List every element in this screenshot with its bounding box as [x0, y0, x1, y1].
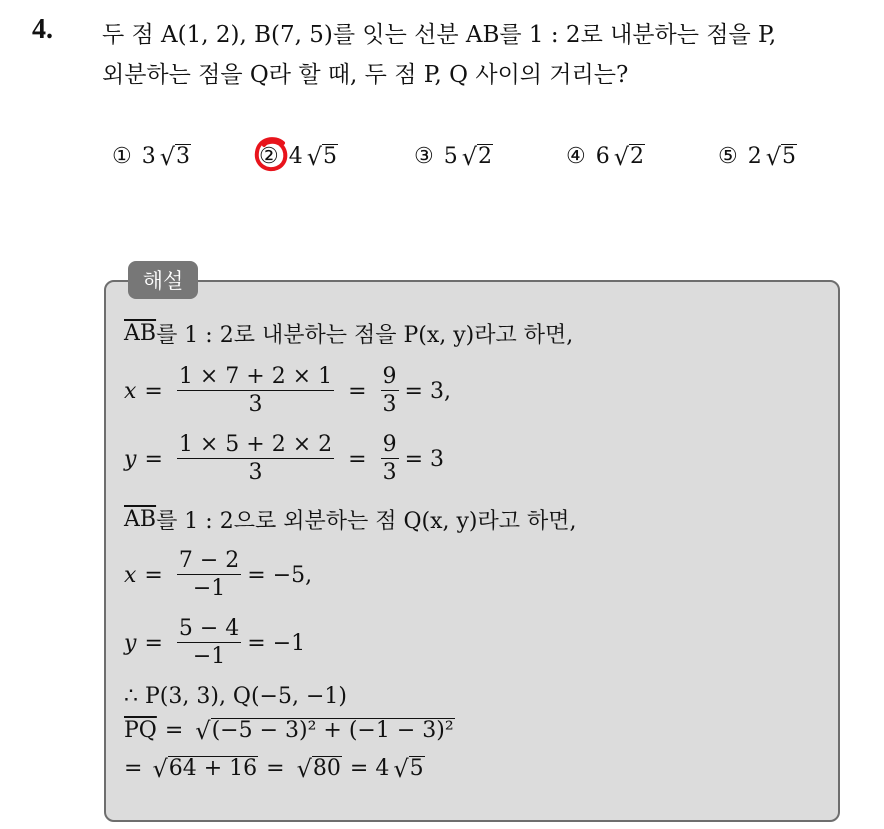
denominator: −1 [177, 642, 241, 671]
question-number: 4. [32, 14, 53, 45]
radicand: 2 [478, 144, 493, 170]
choice-coefficient: 3 [141, 144, 156, 169]
radicand: 5 [323, 144, 338, 170]
numerator: 5 − 4 [178, 616, 240, 641]
numerator: 7 − 2 [178, 548, 240, 573]
variable-x: x [124, 378, 137, 404]
radicand: 64 + 16 [168, 756, 258, 782]
choice-number: ④ [566, 144, 586, 169]
denominator: 3 [177, 458, 334, 487]
solution-line-points [124, 684, 347, 709]
sqrt-expression: √ (−5 − 3)² + (−1 − 3)² [195, 716, 454, 745]
result: = 3, [404, 378, 451, 404]
choice-number: ③ [414, 144, 434, 169]
question-text-line2: 외분하는 점을 Q라 할 때, 두 점 P, Q 사이의 거리는? [102, 62, 629, 88]
solution-text: 를 1 : 2로 내분하는 점을 P(x, y)라고 하면, [156, 323, 574, 348]
choice-number: ⑤ [718, 144, 738, 169]
solution-line-y-internal: y = $\frac{1 \times 5 + 2 \times 2}{3}$ = $\frac{9}{3}$ = 3 [124, 432, 444, 486]
solution-line-x-external: x = $\frac{7 - 2}{-1}$ = −5, [124, 548, 313, 602]
sqrt-expression: √ 5 [393, 754, 424, 783]
selected-answer-circle-mark [253, 135, 290, 175]
radicand: 80 [312, 756, 341, 782]
choice-1[interactable] [112, 144, 191, 169]
denominator: −1 [177, 574, 241, 603]
solution-line-external-division [124, 504, 576, 535]
sqrt-expression: √ 5 [765, 142, 797, 171]
variable-x: x [124, 562, 137, 588]
solution-text: 를 1 : 2으로 외분하는 점 Q(x, y)라고 하면, [156, 509, 577, 534]
choice-5[interactable] [718, 144, 797, 169]
question-text-line1: 두 점 A(1, 2), B(7, 5)를 잇는 선분 AB를 1 : 2로 내분하는 점을 P, [102, 22, 777, 48]
sqrt-expression: √ 3 [159, 142, 191, 171]
radicand: 3 [176, 144, 191, 170]
solution-line-distance: $\overline{PQ}$ = √ (−5 − 3)² + (−1 − 3)² [124, 716, 454, 745]
solution-line-x-internal: x = $\frac{1 \times 7 + 2 \times 1}{3}$ = $\frac{9}{3}$ = 3, [124, 364, 451, 418]
segment-ab: $\overline{AB}$ [124, 507, 157, 532]
denominator: 3 [382, 392, 397, 418]
sqrt-expression: √ 64 + 16 [152, 754, 258, 783]
variable-y: y [124, 630, 137, 656]
result: = −1 [247, 630, 306, 656]
choice-coefficient: 6 [595, 144, 610, 169]
solution-line-final: = √ 64 + 16 = √ 80 = 4 √ 5 [124, 754, 424, 783]
result: = 3 [404, 446, 444, 472]
result: = −5, [247, 562, 313, 588]
denominator: 3 [382, 460, 397, 486]
fraction [177, 432, 334, 487]
final-coefficient: = 4 [349, 756, 390, 781]
radicand: 2 [630, 144, 645, 170]
fraction [177, 548, 241, 603]
radicand: 5 [409, 756, 424, 782]
solution-line-y-external: y = $\frac{5 - 4}{-1}$ = −1 [124, 616, 306, 670]
segment-ab: $\overline{AB}$ [124, 321, 157, 346]
sqrt-expression: √ 80 [296, 754, 341, 783]
denominator: 3 [177, 390, 334, 419]
variable-y: y [124, 446, 137, 472]
choice-3[interactable] [414, 144, 493, 169]
choice-4[interactable] [566, 144, 645, 169]
fraction [177, 364, 334, 419]
numerator: 1 × 5 + 2 × 2 [178, 432, 333, 457]
fraction [381, 432, 399, 487]
solution-line-internal-division [124, 318, 573, 349]
choice-coefficient: 4 [288, 144, 303, 169]
choice-number: ② [259, 144, 279, 169]
sqrt-expression: √ 2 [613, 142, 645, 171]
radicand: 5 [782, 144, 797, 170]
sqrt-expression: √ 2 [461, 142, 493, 171]
choice-coefficient: 2 [747, 144, 762, 169]
equals-sign: = [124, 756, 143, 781]
solution-tab-label: 해설 [128, 261, 198, 299]
choice-coefficient: 5 [443, 144, 458, 169]
numerator: 9 [382, 364, 397, 389]
therefore-text: ∴ P(3, 3), Q(−5, −1) [124, 684, 347, 709]
sqrt-expression: √ 5 [306, 142, 338, 171]
numerator: 9 [382, 432, 397, 457]
radicand: (−5 − 3)² + (−1 − 3)² [211, 718, 454, 744]
fraction [381, 364, 399, 419]
numerator: 1 × 7 + 2 × 1 [178, 364, 333, 389]
choice-number: ① [112, 144, 132, 169]
fraction [177, 616, 241, 671]
segment-pq: $\overline{PQ}$ [124, 718, 157, 743]
